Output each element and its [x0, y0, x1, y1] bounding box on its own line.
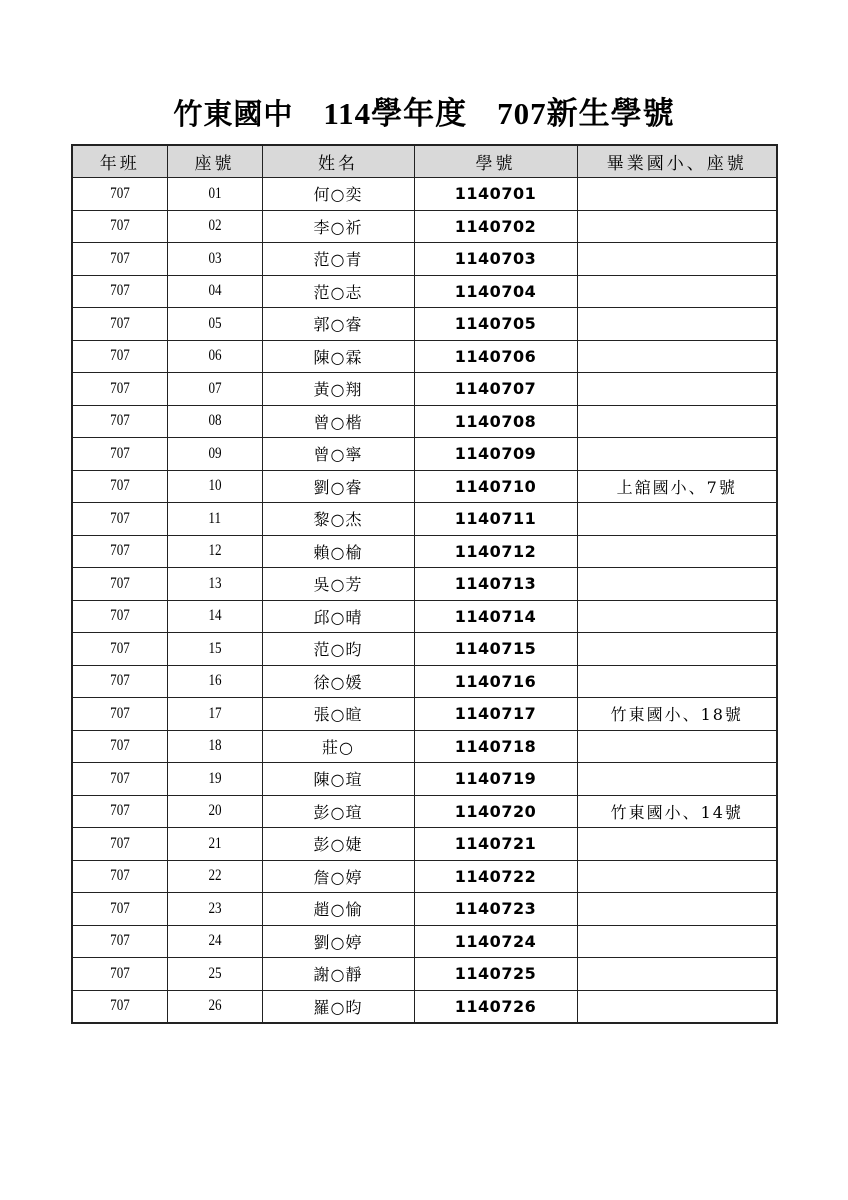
cell-seat: [167, 470, 262, 503]
cell-student-id: 1140712: [414, 535, 577, 568]
cell-class-text: 707: [109, 607, 130, 625]
table-row: [72, 730, 777, 763]
cell-name: 黎○杰: [262, 503, 414, 536]
table-row: [72, 470, 777, 503]
cell-elementary-school: [577, 730, 777, 763]
cell-seat-text: 03: [207, 249, 222, 267]
cell-seat-text: 05: [207, 314, 222, 332]
cell-seat: [167, 178, 262, 211]
cell-class-text: 707: [109, 737, 130, 755]
cell-seat-text: 26: [207, 997, 222, 1015]
cell-student-id: 1140721: [414, 828, 577, 861]
cell-seat-text: 24: [207, 932, 222, 950]
cell-student-id: 1140724: [414, 925, 577, 958]
cell-seat: [167, 243, 262, 276]
cell-class-text: 707: [109, 347, 130, 365]
cell-name: 劉○睿: [262, 470, 414, 503]
header-class: 年班: [72, 145, 167, 178]
cell-class-text: 707: [109, 282, 130, 300]
cell-seat: [167, 860, 262, 893]
cell-seat-text: 13: [207, 574, 222, 592]
cell-seat-text: 09: [207, 444, 222, 462]
cell-class: [72, 373, 167, 406]
cell-name: 何○奕: [262, 178, 414, 211]
cell-name: 羅○昀: [262, 990, 414, 1023]
table-row: [72, 990, 777, 1023]
cell-student-id: 1140710: [414, 470, 577, 503]
cell-class-text: 707: [109, 217, 130, 235]
cell-name: 賴○榆: [262, 535, 414, 568]
cell-seat-text: 04: [207, 282, 222, 300]
cell-name: 吳○芳: [262, 568, 414, 601]
cell-seat: [167, 958, 262, 991]
cell-elementary-school: [577, 828, 777, 861]
cell-seat-text: 16: [207, 672, 222, 690]
cell-elementary-school: [577, 405, 777, 438]
cell-class-text: 707: [109, 509, 130, 527]
cell-seat-text: 18: [207, 737, 222, 755]
cell-student-id: 1140702: [414, 210, 577, 243]
table-row: [72, 373, 777, 406]
cell-class: [72, 958, 167, 991]
cell-class: [72, 405, 167, 438]
cell-class: [72, 633, 167, 666]
cell-seat-text: 06: [207, 347, 222, 365]
cell-student-id: 1140714: [414, 600, 577, 633]
cell-seat: [167, 925, 262, 958]
cell-student-id: 1140703: [414, 243, 577, 276]
cell-class: [72, 698, 167, 731]
cell-seat: [167, 373, 262, 406]
cell-class: [72, 795, 167, 828]
table-row: [72, 925, 777, 958]
cell-name: 黃○翔: [262, 373, 414, 406]
cell-class-text: 707: [109, 412, 130, 430]
cell-elementary-school: [577, 568, 777, 601]
cell-elementary-school: [577, 893, 777, 926]
cell-class-text: 707: [109, 184, 130, 202]
cell-class-text: 707: [109, 769, 130, 787]
cell-elementary-school: [577, 275, 777, 308]
cell-name: 范○志: [262, 275, 414, 308]
table-row: [72, 698, 777, 731]
cell-class-text: 707: [109, 574, 130, 592]
cell-seat-text: 21: [207, 834, 222, 852]
cell-class: [72, 243, 167, 276]
table-row: [72, 665, 777, 698]
cell-student-id: 1140715: [414, 633, 577, 666]
cell-class-text: 707: [109, 834, 130, 852]
cell-class-text: 707: [109, 314, 130, 332]
cell-elementary-school: [577, 373, 777, 406]
table-body: [72, 178, 777, 1024]
cell-seat-text: 23: [207, 899, 222, 917]
cell-class: [72, 730, 167, 763]
cell-name: 范○青: [262, 243, 414, 276]
cell-class-text: 707: [109, 639, 130, 657]
cell-seat-text: 20: [207, 802, 222, 820]
cell-student-id: 1140713: [414, 568, 577, 601]
cell-class: [72, 470, 167, 503]
cell-name: 曾○寧: [262, 438, 414, 471]
table-row: [72, 308, 777, 341]
cell-seat-text: 17: [207, 704, 222, 722]
header-student-id: 學號: [414, 145, 577, 178]
cell-seat-text: 25: [207, 964, 222, 982]
cell-name: 趙○愉: [262, 893, 414, 926]
cell-class-text: 707: [109, 932, 130, 950]
cell-seat-text: 22: [207, 867, 222, 885]
cell-seat-text: 10: [207, 477, 222, 495]
cell-elementary-school: 上舘國小、7號: [577, 470, 777, 503]
table-row: [72, 633, 777, 666]
cell-elementary-school: [577, 340, 777, 373]
cell-class-text: 707: [109, 964, 130, 982]
cell-elementary-school: [577, 665, 777, 698]
cell-student-id: 1140708: [414, 405, 577, 438]
title-class: 707新生學號: [497, 96, 675, 131]
cell-seat-text: 19: [207, 769, 222, 787]
cell-class-text: 707: [109, 379, 130, 397]
cell-class: [72, 340, 167, 373]
cell-class-text: 707: [109, 867, 130, 885]
cell-seat: [167, 568, 262, 601]
cell-class: [72, 275, 167, 308]
cell-seat-text: 12: [207, 542, 222, 560]
cell-name: 曾○楷: [262, 405, 414, 438]
cell-class: [72, 178, 167, 211]
cell-elementary-school: [577, 438, 777, 471]
cell-class: [72, 763, 167, 796]
cell-seat-text: 08: [207, 412, 222, 430]
cell-class: [72, 600, 167, 633]
cell-seat: [167, 405, 262, 438]
cell-student-id: 1140726: [414, 990, 577, 1023]
cell-seat: [167, 210, 262, 243]
cell-seat: [167, 665, 262, 698]
cell-elementary-school: [577, 535, 777, 568]
cell-class: [72, 535, 167, 568]
header-elementary-school: 畢業國小、座號: [577, 145, 777, 178]
table-row: [72, 828, 777, 861]
cell-class: [72, 893, 167, 926]
cell-student-id: 1140704: [414, 275, 577, 308]
cell-seat-text: 14: [207, 607, 222, 625]
table-row: [72, 178, 777, 211]
cell-name: 李○祈: [262, 210, 414, 243]
cell-class: [72, 503, 167, 536]
cell-name: 郭○睿: [262, 308, 414, 341]
table-row: [72, 438, 777, 471]
cell-name: 彭○婕: [262, 828, 414, 861]
cell-class-text: 707: [109, 802, 130, 820]
cell-student-id: 1140719: [414, 763, 577, 796]
cell-elementary-school: [577, 958, 777, 991]
cell-elementary-school: [577, 860, 777, 893]
cell-seat: [167, 503, 262, 536]
cell-name: 謝○靜: [262, 958, 414, 991]
cell-class-text: 707: [109, 672, 130, 690]
header-name: 姓名: [262, 145, 414, 178]
cell-class-text: 707: [109, 249, 130, 267]
cell-name: 張○暄: [262, 698, 414, 731]
student-roster-table: [71, 144, 778, 1024]
cell-student-id: 1140705: [414, 308, 577, 341]
table-row: [72, 763, 777, 796]
cell-seat-text: 01: [207, 184, 222, 202]
cell-seat: [167, 600, 262, 633]
cell-class: [72, 665, 167, 698]
cell-seat-text: 07: [207, 379, 222, 397]
cell-elementary-school: [577, 178, 777, 211]
table-row: [72, 243, 777, 276]
cell-name: 邱○晴: [262, 600, 414, 633]
cell-student-id: 1140718: [414, 730, 577, 763]
table-row: [72, 860, 777, 893]
cell-class-text: 707: [109, 997, 130, 1015]
cell-seat: [167, 893, 262, 926]
cell-class-text: 707: [109, 444, 130, 462]
table-header-row: [72, 145, 777, 178]
cell-class: [72, 925, 167, 958]
cell-class: [72, 828, 167, 861]
cell-elementary-school: [577, 503, 777, 536]
page-title: [0, 88, 848, 133]
cell-student-id: 1140722: [414, 860, 577, 893]
cell-class: [72, 568, 167, 601]
cell-seat: [167, 535, 262, 568]
cell-elementary-school: 竹東國小、18號: [577, 698, 777, 731]
cell-elementary-school: [577, 210, 777, 243]
cell-seat-text: 02: [207, 217, 222, 235]
title-school: 竹東國中: [173, 97, 294, 131]
cell-seat: [167, 633, 262, 666]
cell-name: 詹○婷: [262, 860, 414, 893]
cell-class-text: 707: [109, 899, 130, 917]
cell-elementary-school: [577, 990, 777, 1023]
cell-class: [72, 990, 167, 1023]
cell-name: 范○昀: [262, 633, 414, 666]
cell-elementary-school: [577, 308, 777, 341]
cell-class-text: 707: [109, 542, 130, 560]
cell-student-id: 1140723: [414, 893, 577, 926]
cell-student-id: 1140720: [414, 795, 577, 828]
table-row: [72, 795, 777, 828]
cell-seat: [167, 828, 262, 861]
table-row: [72, 340, 777, 373]
cell-seat: [167, 795, 262, 828]
cell-elementary-school: [577, 633, 777, 666]
cell-elementary-school: [577, 600, 777, 633]
title-school-year: 114學年度: [323, 96, 468, 131]
cell-seat-text: 11: [208, 509, 221, 527]
cell-seat: [167, 308, 262, 341]
cell-name: 彭○瑄: [262, 795, 414, 828]
table-row: [72, 958, 777, 991]
table-row: [72, 275, 777, 308]
cell-name: 陳○瑄: [262, 763, 414, 796]
table-row: [72, 503, 777, 536]
cell-student-id: 1140717: [414, 698, 577, 731]
cell-seat: [167, 990, 262, 1023]
cell-class-text: 707: [109, 477, 130, 495]
cell-elementary-school: [577, 243, 777, 276]
cell-elementary-school: [577, 763, 777, 796]
cell-elementary-school: 竹東國小、14號: [577, 795, 777, 828]
cell-seat: [167, 730, 262, 763]
cell-seat: [167, 438, 262, 471]
table-row: [72, 535, 777, 568]
table-row: [72, 568, 777, 601]
cell-seat-text: 15: [207, 639, 222, 657]
cell-student-id: 1140706: [414, 340, 577, 373]
cell-student-id: 1140701: [414, 178, 577, 211]
cell-student-id: 1140709: [414, 438, 577, 471]
table-row: [72, 210, 777, 243]
cell-name: 莊○: [262, 730, 414, 763]
table-row: [72, 405, 777, 438]
table-row: [72, 600, 777, 633]
cell-student-id: 1140716: [414, 665, 577, 698]
cell-class-text: 707: [109, 704, 130, 722]
cell-class: [72, 210, 167, 243]
cell-class: [72, 860, 167, 893]
cell-name: 陳○霖: [262, 340, 414, 373]
cell-class: [72, 438, 167, 471]
cell-seat: [167, 340, 262, 373]
cell-name: 徐○媛: [262, 665, 414, 698]
cell-elementary-school: [577, 925, 777, 958]
cell-seat: [167, 698, 262, 731]
header-seat: 座號: [167, 145, 262, 178]
cell-student-id: 1140707: [414, 373, 577, 406]
cell-student-id: 1140725: [414, 958, 577, 991]
cell-seat: [167, 763, 262, 796]
cell-class: [72, 308, 167, 341]
cell-name: 劉○婷: [262, 925, 414, 958]
cell-seat: [167, 275, 262, 308]
table-row: [72, 893, 777, 926]
cell-student-id: 1140711: [414, 503, 577, 536]
